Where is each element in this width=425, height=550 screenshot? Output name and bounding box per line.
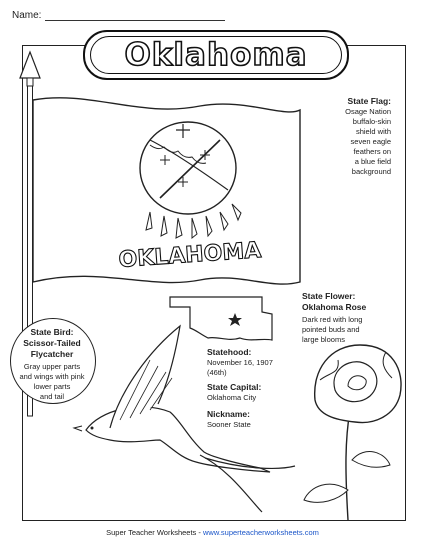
footer — [0, 528, 425, 537]
state-bird-name-line: Scissor-Tailed — [23, 338, 81, 348]
oklahoma-rose — [304, 345, 401, 520]
page-title: Oklahoma — [124, 37, 308, 73]
state-flag-info — [305, 96, 391, 177]
statehood-date: November 16, 1907 — [207, 358, 273, 367]
bird-desc-line: and wings with pink — [19, 372, 85, 381]
bird-desc-line: Gray upper parts — [23, 362, 81, 371]
bird-desc-line: lower parts — [33, 382, 71, 391]
state-flower-name: Oklahoma Rose — [302, 302, 367, 312]
nickname-value: Sooner State — [207, 420, 251, 429]
state-flower-heading: State Flower: — [302, 291, 356, 301]
title-banner — [83, 30, 349, 80]
flag-banner-text: OKLAHOMA — [117, 238, 263, 273]
statehood-info — [207, 347, 297, 378]
statehood-heading: Statehood: — [207, 347, 252, 357]
flag-desc-line: buffalo-skin — [352, 117, 391, 126]
flag-desc-line: a blue field — [354, 157, 391, 166]
statehood-order: (46th) — [207, 368, 227, 377]
flag-desc-line: seven eagle — [350, 137, 391, 146]
flower-desc-line: Dark red with long — [302, 315, 363, 324]
footer-url-link[interactable]: www.superteacherworksheets.com — [202, 528, 319, 537]
state-flag-heading: State Flag: — [347, 96, 391, 106]
oklahoma-map-outline — [170, 297, 272, 340]
capital-heading: State Capital: — [207, 382, 262, 392]
nickname-info — [207, 409, 297, 430]
flag-desc-line: feathers on — [353, 147, 391, 156]
flag-desc-line: background — [351, 167, 391, 176]
nickname-heading: Nickname: — [207, 409, 250, 419]
name-label: Name: — [12, 10, 42, 21]
footer-prefix: Super Teacher Worksheets - — [106, 528, 203, 537]
capital-info — [207, 382, 297, 403]
flag-desc-line: Osage Nation — [345, 107, 391, 116]
flag-desc-line: shield with — [355, 127, 391, 136]
state-bird-heading: State Bird: — [30, 327, 74, 337]
flower-desc-line: pointed buds and — [302, 325, 360, 334]
state-bird-info — [10, 327, 94, 402]
state-bird-name-line: Flycatcher — [30, 349, 74, 359]
flower-desc-line: large blooms — [302, 335, 345, 344]
state-flower-info — [302, 291, 398, 345]
oklahoma-flag — [33, 98, 300, 284]
bird-desc-line: and tail — [39, 392, 65, 401]
capital-value: Oklahoma City — [207, 393, 257, 402]
